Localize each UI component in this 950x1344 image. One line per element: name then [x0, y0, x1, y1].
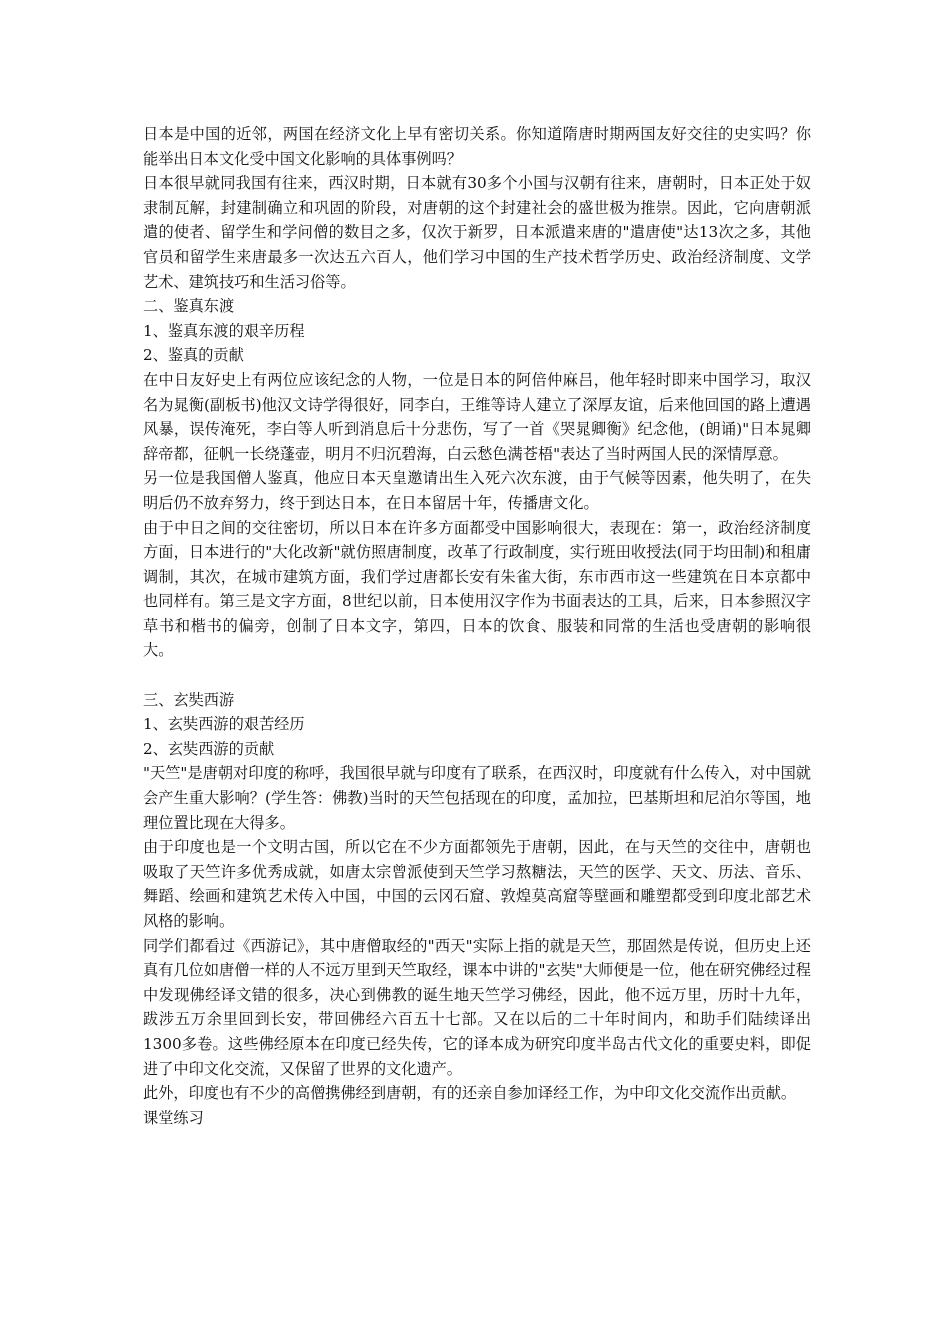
- japan-relations-paragraph: 日本很早就同我国有往来，西汉时期，日本就有30多个小国与汉朝有往来，唐朝时，日本正处于奴隶制瓦解，封建制确立和巩固的阶段，对唐朝的这个封建社会的盛世极为推崇。因此，它向唐朝派遣的使者、留学生和学问僧的数目之多，仅次于新罗，日本派遣来唐的"遣唐使"达13次之多，其他官员和留学生来唐最多一次达五六百人，他们学习中国的生产技术哲学历史、政治经济制度、文学艺术、建筑技巧和生活习俗等。: [143, 174, 811, 291]
- blank-line: [143, 663, 811, 688]
- journey-west-paragraph: 同学们都看过《西游记》，其中唐僧取经的"西天"实际上指的就是天竺，那固然是传说，但历史上还真有几位如唐僧一样的人不远万里到天竺取经，课本中讲的"玄奘"大师便是一位，他在研究佛经过程中发现佛经译文错的很多，决心到佛教的诞生地天竺学习佛经，因此，他不远万里，历时十九年，跋涉五万余里回到长安，带回佛经六百五十七部。又在以后的二十年时间内，和助手们陆续译出1300多卷。这些佛经原本在印度已经失传，它的译本成为研究印度半岛古代文化的重要史料，即促进了中印文化交流，又保留了世界的文化遗产。: [143, 936, 811, 1078]
- japan-influence-paragraph: 由于中日之间的交往密切，所以日本在许多方面都受中国影响很大，表现在：第一，政治经济制度方面，日本进行的"大化改新"就仿照唐制度，改革了行政制度，实行班田收授法(同于均田制)和租庸调制，其次，在城市建筑方面，我们学过唐都长安有朱雀大街，东市西市这一些建筑在日本京都中也同样有。第三是文字方面，8世纪以前，日本使用汉字作为书面表达的工具，后来，日本参照汉字草书和楷书的偏旁，创制了日本文字，第四，日本的饮食、服装和同常的生活也受唐朝的影响很大。: [143, 518, 811, 660]
- india-influence-paragraph: 由于印度也是一个文明古国，所以它在不少方面都领先于唐朝，因此，在与天竺的交往中，唐朝也吸取了天竺许多优秀成就，如唐太宗曾派使到天竺学习熬糖法，天竺的医学、天文、历法、音乐、舞蹈、绘画和建筑艺术传入中国，中国的云冈石窟、敦煌莫高窟等壁画和雕塑都受到印度北部艺术风格的影响。: [143, 838, 811, 930]
- classroom-exercise-heading: 课堂练习: [143, 1108, 204, 1127]
- section-heading-jianzhen: 二、鉴真东渡: [143, 297, 235, 316]
- intro-question-paragraph: 日本是中国的近邻，两国在经济文化上早有密切关系。你知道隋唐时期两国友好交往的史实吗？你能举出日本文化受中国文化影响的具体事例吗？: [143, 125, 811, 168]
- section-heading-xuanzang: 三、玄奘西游: [143, 690, 235, 709]
- abe-nakamaro-paragraph: 在中日友好史上有两位应该纪念的人物，一位是日本的阿倍仲麻吕，他年轻时即来中国学习，取汉名为晁衡(副板书)他汉文诗学得很好，同李白，王维等诗人建立了深厚友谊，后来他回国的路上遭遇风暴，误传淹死，李白等人听到消息后十分悲伤，写了一首《哭晁卿衡》纪念他，(朗诵)"日本晁卿辞帝都，征帆一长绕蓬壶，明月不归沉碧海，白云愁色满苍梧"表达了当时两国人民的深情厚意。: [143, 370, 811, 463]
- tianzhu-paragraph: "天竺"是唐朝对印度的称呼，我国很早就与印度有了联系，在西汉时，印度就有什么传入，对中国就会产生重大影响？(学生答：佛教)当时的天竺包括现在的印度，孟加拉，巴基斯坦和尼泊尔等国，地理位置比现在大得多。: [143, 764, 811, 832]
- subheading-jianzhen-journey: 1、鉴真东渡的艰辛历程: [143, 321, 305, 340]
- subheading-jianzhen-contribution: 2、鉴真的贡献: [143, 346, 244, 365]
- document-body: [143, 122, 811, 1130]
- jianzhen-paragraph: 另一位是我国僧人鉴真，他应日本天皇邀请出生入死六次东渡，由于气候等因素，他失明了，在失明后仍不放弃努力，终于到达日本，在日本留居十年，传播唐文化。: [143, 469, 811, 512]
- subheading-xuanzang-journey: 1、玄奘西游的艰苦经历: [143, 715, 305, 734]
- monks-paragraph: 此外，印度也有不少的高僧携佛经到唐朝，有的还亲自参加译经工作，为中印文化交流作出贡献。: [143, 1084, 797, 1103]
- subheading-xuanzang-contribution: 2、玄奘西游的贡献: [143, 739, 275, 758]
